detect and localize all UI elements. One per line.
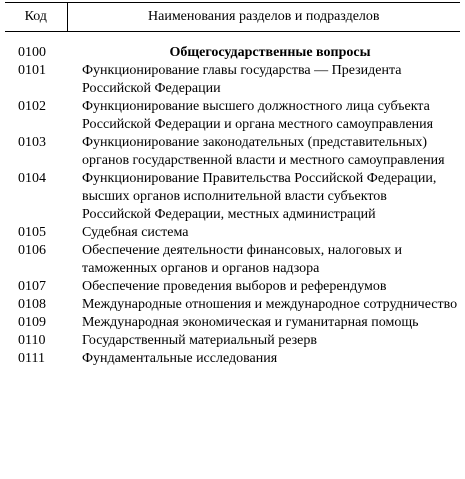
row-name: Обеспечение деятельности финансовых, налоговых и таможенных органов и органов надзора [82, 243, 402, 276]
row-name: Функционирование законодательных (представительных) органов государственной власти и местного самоуправления [82, 135, 445, 168]
row-name: Международные отношения и международное сотрудничество [82, 297, 458, 312]
header-code: Код [5, 3, 67, 32]
row-code: 0104 [18, 171, 46, 186]
row-code: 0108 [18, 297, 46, 312]
row-code: 0106 [18, 243, 46, 258]
section-row [5, 44, 460, 62]
table-row [5, 296, 460, 314]
table-row [5, 332, 460, 350]
header-name: Наименования разделов и подразделов [67, 3, 460, 32]
table-row [5, 242, 460, 278]
row-code: 0102 [18, 99, 46, 114]
row-code: 0111 [18, 351, 45, 366]
row-name: Государственный материальный резерв [82, 333, 317, 348]
row-code: 0110 [18, 333, 46, 348]
row-code: 0105 [18, 225, 46, 240]
table-row [5, 62, 460, 98]
table-row [5, 314, 460, 332]
row-code: 0100 [18, 45, 46, 60]
row-name: Обеспечение проведения выборов и референдумов [82, 279, 387, 294]
table-row [5, 98, 460, 134]
row-name: Функционирование главы государства — Президента Российской Федерации [82, 63, 402, 96]
row-name: Функционирование Правительства Российской Федерации, высших органов исполнительной власти субъектов Российской Федерации, местных администраций [82, 171, 437, 222]
row-name: Функционирование высшего должностного лица субъекта Российской Федерации и органа местного самоуправления [82, 99, 434, 132]
table-body [5, 32, 460, 369]
row-code: 0103 [18, 135, 46, 150]
section-title: Общегосударственные вопросы [169, 45, 371, 60]
table-row [5, 350, 460, 368]
header-row [5, 3, 460, 32]
row-name: Фундаментальные исследования [82, 351, 278, 366]
row-code: 0109 [18, 315, 46, 330]
table-row [5, 224, 460, 242]
row-code: 0101 [18, 63, 46, 78]
budget-classification-table [5, 2, 460, 368]
row-name: Судебная система [82, 225, 189, 240]
table-row [5, 278, 460, 296]
row-name: Международная экономическая и гуманитарная помощь [82, 315, 419, 330]
header-spacer [5, 32, 460, 45]
table-header [5, 3, 460, 32]
row-code: 0107 [18, 279, 46, 294]
table-row [5, 170, 460, 224]
table-row [5, 134, 460, 170]
